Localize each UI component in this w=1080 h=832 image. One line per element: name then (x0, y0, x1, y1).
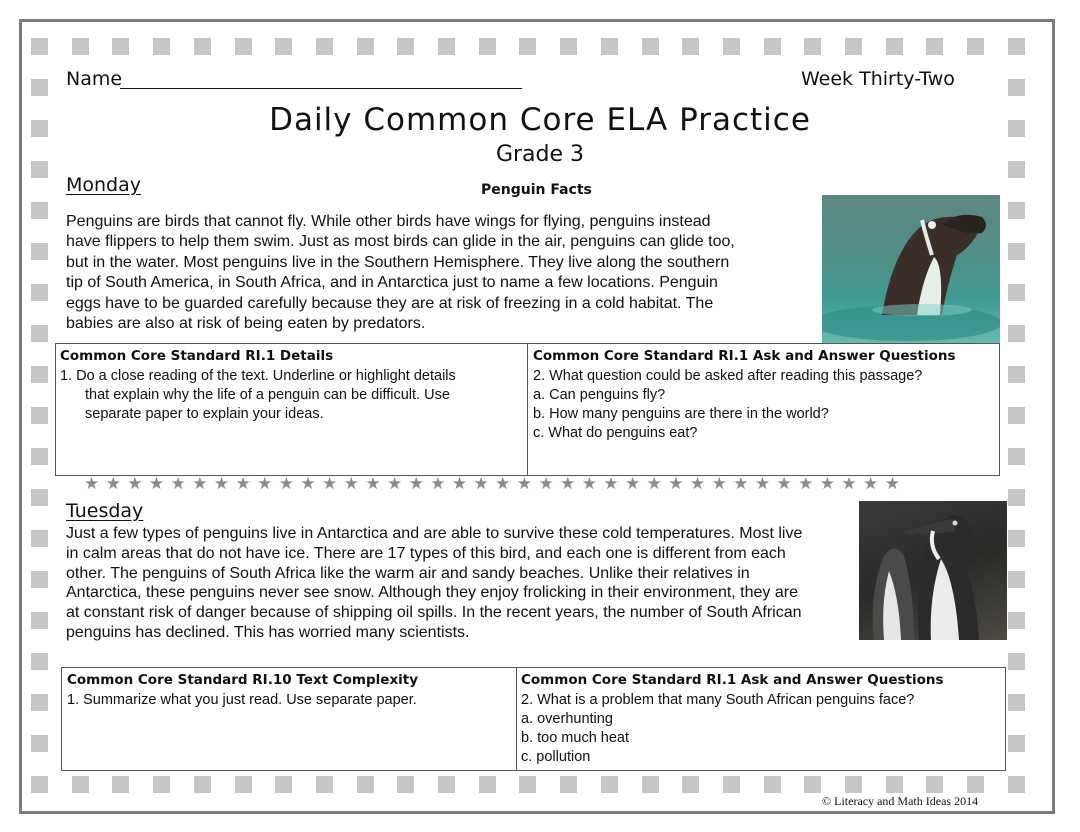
standard-text: separate paper to explain your ideas. (85, 406, 324, 422)
answer-option: a. Can penguins fly? (533, 387, 666, 403)
border-square (438, 38, 455, 55)
border-square (31, 571, 48, 588)
border-square (967, 776, 984, 793)
border-square (723, 38, 740, 55)
border-square (31, 735, 48, 752)
border-square (886, 776, 903, 793)
border-square (1008, 571, 1025, 588)
answer-option: c. What do penguins eat? (533, 425, 698, 441)
border-square (1008, 284, 1025, 301)
border-square (642, 776, 659, 793)
border-square (601, 776, 618, 793)
star-separator: ★★★★★★★★★★★★★★★★★★★★★★★★★★★★★★★★★★★★★★ (84, 474, 907, 493)
border-square (438, 776, 455, 793)
border-square (194, 38, 211, 55)
border-square (560, 38, 577, 55)
passage-line: other. The penguins of South Africa like the warm air and sandy beaches. Unlike their relatives in (66, 564, 750, 582)
standard-heading: Common Core Standard RI.1 Details (60, 348, 334, 364)
border-square (1008, 489, 1025, 506)
border-square (31, 448, 48, 465)
border-square (1008, 366, 1025, 383)
border-square (235, 38, 252, 55)
border-square (804, 38, 821, 55)
border-square (72, 776, 89, 793)
border-square (31, 284, 48, 301)
border-square (72, 38, 89, 55)
border-square (31, 489, 48, 506)
border-square (31, 366, 48, 383)
border-square (194, 776, 211, 793)
name-label: Name (66, 68, 123, 90)
border-square (764, 38, 781, 55)
border-square (967, 38, 984, 55)
border-square (926, 38, 943, 55)
border-square (1008, 79, 1025, 96)
passage-line: Penguins are birds that cannot fly. While other birds have wings for flying, penguins instead (66, 213, 711, 230)
border-square (886, 38, 903, 55)
question-text: 2. What question could be asked after reading this passage? (533, 368, 923, 384)
border-square (804, 776, 821, 793)
border-square (31, 325, 48, 342)
border-square (642, 38, 659, 55)
border-square (31, 530, 48, 547)
border-square (845, 776, 862, 793)
border-square (682, 38, 699, 55)
border-square (1008, 530, 1025, 547)
border-square (275, 776, 292, 793)
penguins-standing-photo (859, 501, 1007, 640)
border-square (519, 776, 536, 793)
passage-line: Just a few types of penguins live in Antarctica and are able to survive these cold temperatures. Most live (66, 525, 803, 542)
week-label: Week Thirty-Two (801, 68, 955, 90)
passage-line: Antarctica, these penguins never see snow. Although they enjoy frolicking in their environment, they are (66, 584, 798, 602)
border-square (397, 38, 414, 55)
border-square (1008, 38, 1025, 55)
border-square (479, 776, 496, 793)
monday-heading: Monday (66, 174, 142, 196)
monday-passage (66, 212, 735, 334)
tuesday-passage (66, 524, 802, 643)
border-square (519, 38, 536, 55)
answer-option: b. How many penguins are there in the world? (533, 406, 829, 422)
border-square (153, 38, 170, 55)
border-square (1008, 243, 1025, 260)
border-square (31, 694, 48, 711)
standard-heading: Common Core Standard RI.1 Ask and Answer Questions (521, 672, 944, 688)
passage-line: have flippers to help them swim. Just as most birds can glide in the air, penguins can glide too, (66, 233, 735, 251)
column-divider (527, 344, 528, 475)
border-square (31, 407, 48, 424)
passage-title: Penguin Facts (481, 182, 592, 198)
column-divider (516, 668, 517, 770)
border-square (31, 79, 48, 96)
passage-line: eggs have to be guarded carefully because they are at risk of freezing in a cold habitat. The (66, 294, 714, 312)
answer-option: b. too much heat (521, 730, 630, 746)
standard-text: that explain why the life of a penguin can be difficult. Use (85, 387, 450, 403)
tuesday-standards-box (61, 667, 1006, 771)
standard-text: 1. Do a close reading of the text. Underline or highlight details (60, 368, 456, 384)
border-square (31, 38, 48, 55)
border-square (275, 38, 292, 55)
passage-line: but in the water. Most penguins live in the Southern Hemisphere. They live along the southern (66, 253, 730, 271)
border-square (926, 776, 943, 793)
passage-line: in calm areas that do not have ice. There are 17 types of this bird, and each one is different from each (66, 544, 786, 562)
border-square (1008, 448, 1025, 465)
border-square (723, 776, 740, 793)
border-square (357, 776, 374, 793)
passage-line: tip of South America, in South Africa, and in Antarctica just to name a few locations. Penguin (66, 274, 718, 292)
border-square (235, 776, 252, 793)
border-square (112, 38, 129, 55)
answer-option: c. pollution (521, 749, 591, 765)
border-square (1008, 612, 1025, 629)
border-square (31, 202, 48, 219)
border-square (764, 776, 781, 793)
border-square (31, 612, 48, 629)
border-square (316, 776, 333, 793)
tuesday-heading: Tuesday (66, 500, 144, 522)
monday-standards-box (55, 343, 1000, 476)
border-square (1008, 776, 1025, 793)
border-square (479, 38, 496, 55)
border-square (357, 38, 374, 55)
question-text: 2. What is a problem that many South African penguins face? (521, 692, 915, 708)
grade-label: Grade 3 (495, 142, 585, 167)
answer-option: a. overhunting (521, 711, 613, 727)
copyright-notice: © Literacy and Math Ideas 2014 (822, 794, 979, 808)
border-square (31, 776, 48, 793)
border-square (1008, 653, 1025, 670)
border-square (31, 243, 48, 260)
border-square (1008, 735, 1025, 752)
border-square (1008, 407, 1025, 424)
border-square (153, 776, 170, 793)
passage-line: penguins has declined. This has worried many scientists. (66, 623, 470, 641)
border-square (1008, 325, 1025, 342)
border-square (845, 38, 862, 55)
page-title: Daily Common Core ELA Practice (269, 102, 811, 138)
passage-line: at constant risk of danger because of shipping oil spills. In the recent years, the number of South African (66, 604, 802, 622)
name-field-line (120, 88, 522, 89)
border-square (316, 38, 333, 55)
standard-heading: Common Core Standard RI.1 Ask and Answer Questions (533, 348, 956, 364)
passage-line: babies are also at risk of being eaten by predators. (66, 315, 426, 333)
border-square (601, 38, 618, 55)
border-square (31, 653, 48, 670)
standard-heading: Common Core Standard RI.10 Text Complexity (67, 672, 419, 688)
border-square (1008, 694, 1025, 711)
penguin-swimming-photo (822, 195, 1000, 344)
standard-text: 1. Summarize what you just read. Use separate paper. (67, 692, 417, 708)
border-square (682, 776, 699, 793)
border-square (112, 776, 129, 793)
border-square (1008, 202, 1025, 219)
border-square (560, 776, 577, 793)
border-square (397, 776, 414, 793)
